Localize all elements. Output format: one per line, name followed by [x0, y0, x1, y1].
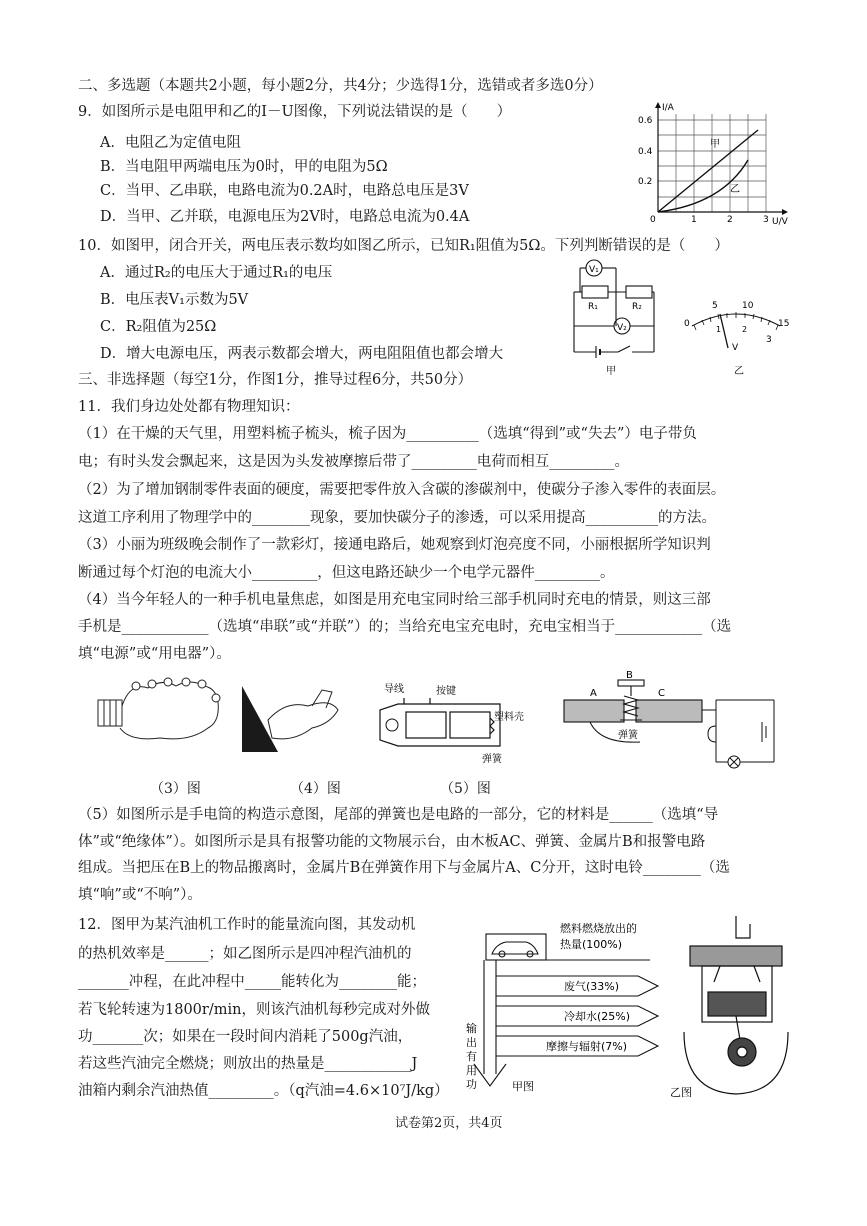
r1-label: R₁ — [588, 302, 598, 312]
q11-p4-line3: 填“电源”或“用电器”）。 — [78, 646, 231, 662]
q10-stem: 10．如图甲，闭合开关，两电压表示数均如图乙所示，已知R₁阻值为5Ω。下列判断错误的是（ ） — [78, 238, 729, 254]
voltmeter-yi-caption: 乙 — [734, 366, 744, 377]
q9-option-a: A．电阻乙为定值电阻 — [100, 135, 241, 151]
q11-p5-line3: 组成。当把压在B上的物品搬离时，金属片B在弹簧作用下与金属片A、C分开，这时电铃________（选 — [78, 860, 730, 876]
y-tick-06: 0.6 — [638, 116, 653, 126]
power-bank-figure — [238, 680, 348, 756]
q12-line4: 若飞轮转速为1800r/min，则该汽油机每秒完成对外做 — [78, 1002, 430, 1018]
fig4-caption: （4）图 — [290, 781, 341, 797]
engine-caption-yi: 乙图 — [670, 1086, 692, 1099]
engine-figure — [670, 912, 796, 1108]
voltmeter-yi — [680, 296, 792, 378]
q11-p5-line1: （5）如图所示是手电筒的构造示意图，尾部的弹簧也是电路的一部分，它的材料是______（选填“导 — [78, 807, 719, 823]
q11-p5-line4: 填“响”或“不响”）。 — [78, 887, 202, 903]
alarm-label-a: A — [590, 688, 597, 699]
circuit-jia — [566, 256, 670, 378]
q11-p4-line2: 手机是____________（选填“串联”或“并联”）的；当给充电宝充电时，充电宝相当于____________（选 — [78, 619, 732, 635]
meter-bottom-3: 3 — [766, 335, 772, 345]
meter-bottom-2: 2 — [742, 325, 748, 334]
q11-p2-line1: （2）为了增加钢制零件表面的硬度，需要把零件放入含碳的渗碳剂中，使碳分子渗入零件的表面层。 — [78, 482, 726, 498]
flow-exhaust: 废气(33%) — [564, 980, 620, 993]
meter-top-10: 10 — [742, 301, 754, 311]
flashlight-figure — [370, 680, 530, 766]
meter-bottom-1: 1 — [716, 325, 722, 334]
v2-label: V₂ — [617, 323, 627, 333]
q12-line6: 若这些汽油完全燃烧；则放出的热量是____________J — [78, 1056, 418, 1072]
x-tick-1: 1 — [691, 215, 697, 225]
flow-title-line2: 热量(100%) — [560, 938, 623, 951]
label-yi: 乙 — [730, 184, 740, 195]
q12-line2: 的热机效率是______；如乙图所示是四冲程汽油机的 — [78, 946, 412, 962]
flow-useful-5: 功 — [466, 1078, 477, 1091]
flashlight-wire-label: 导线 — [384, 684, 404, 695]
flow-useful-1: 输 — [466, 1022, 477, 1035]
flow-cooling: 冷却水(25%) — [564, 1010, 631, 1023]
q11-p3-line2: 断通过每个灯泡的电流大小_________，但这电路还缺少一个电学元器件_________。 — [78, 565, 615, 581]
x-tick-2: 2 — [727, 215, 733, 225]
q12-line5: 功_______次；如果在一段时间内消耗了500g汽油， — [78, 1029, 413, 1045]
alarm-label-b: B — [626, 670, 633, 681]
flashlight-button-label: 按键 — [436, 686, 456, 697]
q12-line3: _______冲程，在此冲程中_____能转化为________能； — [78, 974, 426, 990]
q9-option-b: B．当电阻甲两端电压为0时，甲的电阻为5Ω — [100, 159, 388, 175]
q11-p4-line1: （4）当今年轻人的一种手机电量焦虑，如图是用充电宝同时给三部手机同时充电的情景，则这三部 — [78, 592, 711, 608]
q11-p2-line2: 这道工序利用了物理学中的________现象，要加快碳分子的渗透，可以采用提高__________的方法。 — [78, 510, 716, 526]
meter-needle — [720, 314, 728, 348]
q11-p5-line2: 体”或“绝缘体”）。如图所示是具有报警功能的文物展示台，由木板AC、弹簧、金属片B和报警电路 — [78, 834, 706, 850]
meter-top-5: 5 — [712, 301, 718, 311]
fig3-caption: （3）图 — [150, 781, 201, 797]
q10-option-d: D．增大电源电压，两表示数都会增大，两电阻阻值也都会增大 — [100, 346, 504, 362]
section3-heading: 三、非选择题（每空1分，作图1分，推导过程6分，共50分） — [78, 372, 473, 388]
jia-line — [658, 130, 758, 212]
flow-caption-jia: 甲图 — [512, 1080, 534, 1093]
q10-option-a: A．通过R₂的电压大于通过R₁的电压 — [100, 265, 333, 281]
iu-graph — [632, 100, 802, 228]
flow-useful-2: 出 — [466, 1036, 477, 1049]
alarm-label-spring: 弹簧 — [618, 730, 638, 741]
q9-option-c: C．当甲、乙串联，电路电流为0.2A时，电路总电压是3V — [100, 183, 469, 199]
q12-line7: 油箱内剩余汽油热值_________。（q汽油=4.6×10⁷J/kg） — [78, 1083, 449, 1099]
q11-p1-line2: 电；有时头发会飘起来，这是因为头发被摩擦后带了_________电荷而相互_________。 — [78, 454, 629, 470]
string-lights-figure — [90, 672, 230, 752]
section2-heading: 二、多选题（本题共2小题，每小题2分，共4分；少选得1分，选错或者多选0分） — [78, 78, 603, 94]
q11-stem: 11．我们身边处处都有物理知识： — [78, 399, 300, 415]
q10-option-b: B．电压表V₁示数为5V — [100, 292, 249, 308]
x-tick-0: 0 — [650, 215, 656, 225]
meter-bottom-0: 0 — [684, 319, 690, 329]
energy-flow-figure — [460, 914, 670, 1104]
meter-unit: V — [732, 343, 739, 353]
q9-option-d: D．当甲、乙并联，电源电压为2V时，电路总电流为0.4A — [100, 209, 470, 225]
y-axis-label: I/A — [662, 103, 674, 113]
v1-label: V₁ — [589, 265, 599, 275]
y-tick-02: 0.2 — [638, 177, 653, 187]
flow-friction: 摩擦与辐射(7%) — [546, 1040, 628, 1053]
x-axis-label: U/V — [772, 217, 788, 227]
label-jia: 甲 — [710, 139, 720, 150]
flow-useful-3: 有 — [466, 1050, 477, 1063]
page-footer: 试卷第2页，共4页 — [395, 1116, 503, 1131]
circuit-jia-caption: 甲 — [606, 366, 616, 377]
r2-label: R₂ — [632, 302, 642, 312]
y-tick-04: 0.4 — [638, 147, 653, 157]
alarm-label-c: C — [658, 688, 665, 699]
fig5-caption: （5）图 — [440, 781, 491, 797]
flow-useful-4: 用 — [466, 1064, 477, 1077]
q9-stem: 9．如图所示是电阻甲和乙的I－U图像，下列说法错误的是（ ） — [78, 104, 512, 120]
q11-p1-line1: （1）在干燥的天气里，用塑料梳子梳头，梳子因为__________（选填“得到”或“失去”）电子带负 — [78, 426, 697, 442]
flow-title-line1: 燃料燃烧放出的 — [560, 922, 637, 935]
x-tick-3: 3 — [763, 215, 769, 225]
q10-option-c: C．R₂阻值为25Ω — [100, 319, 217, 335]
q12-line1: 12．图甲为某汽油机工作时的能量流向图，其发动机 — [78, 917, 416, 933]
alarm-stand-figure — [560, 670, 780, 770]
q11-p3-line1: （3）小丽为班级晚会制作了一款彩灯，接通电路后，她观察到灯泡亮度不同，小丽根据所学知识判 — [78, 537, 711, 553]
flashlight-spring-label: 弹簧 — [482, 754, 502, 765]
meter-top-15: 15 — [778, 319, 790, 329]
flashlight-shell-label: 塑料壳 — [494, 712, 524, 723]
